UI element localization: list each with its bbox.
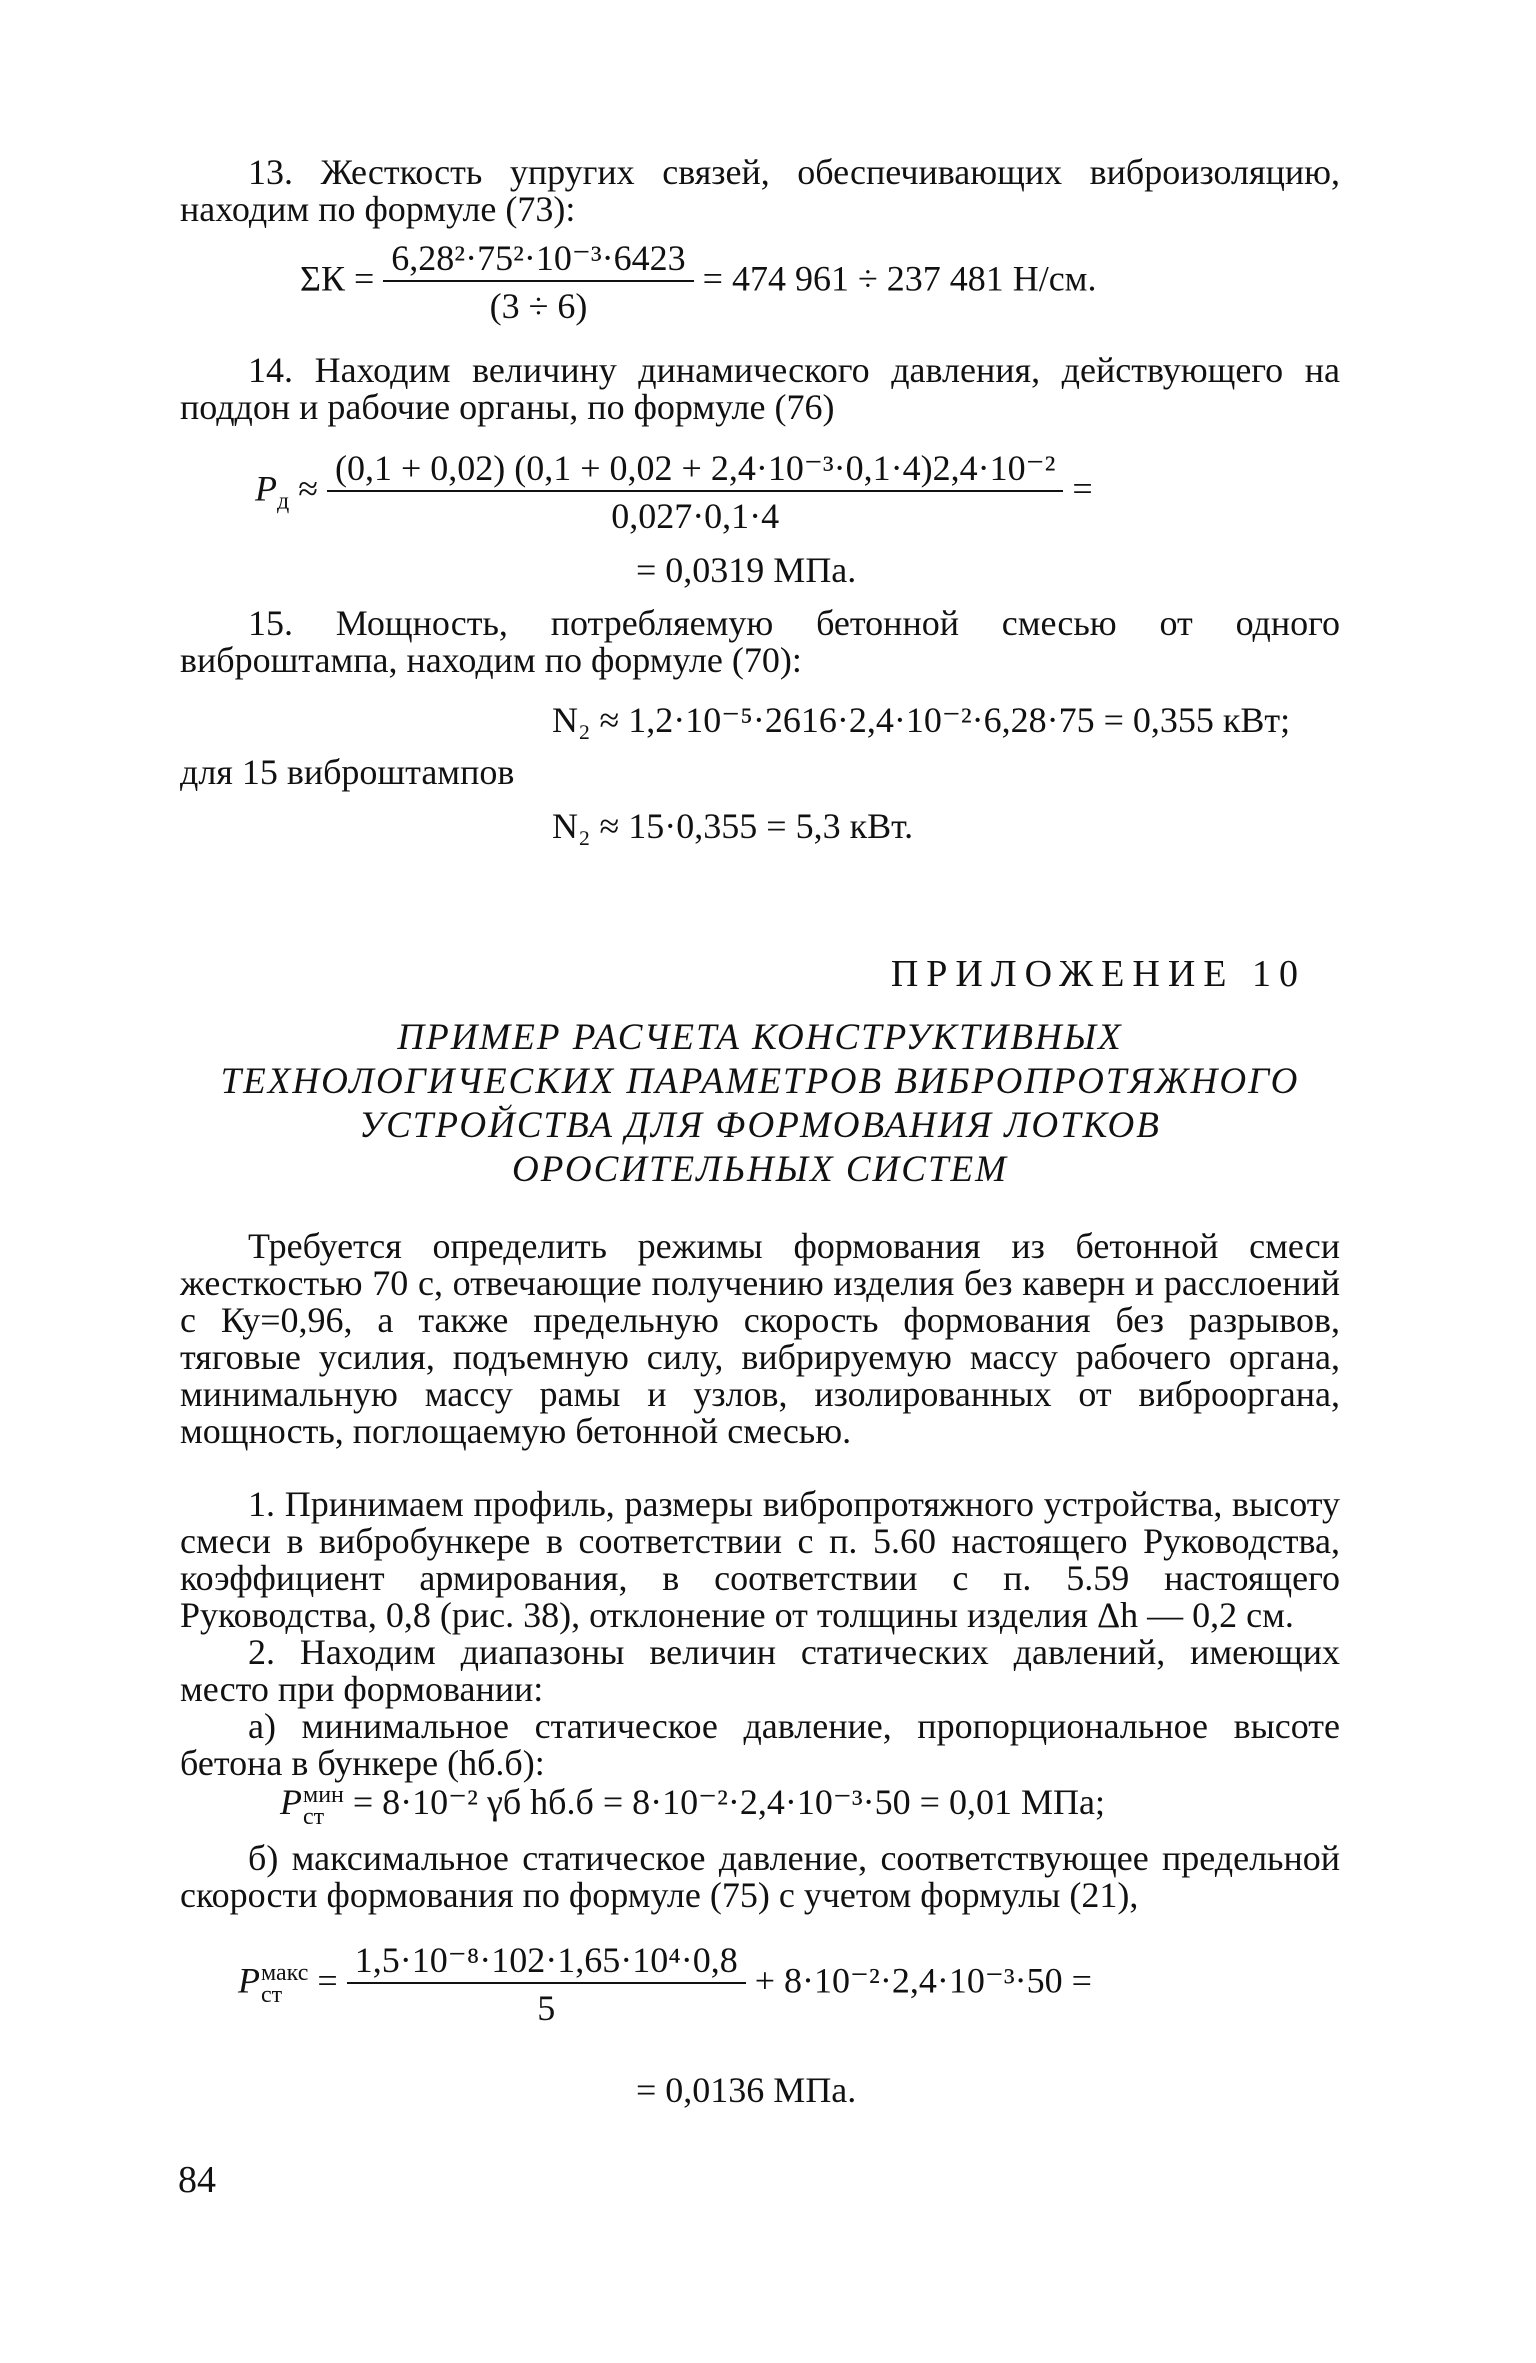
formula-max-pressure: P макс ст = $\frac{\text{1,5·10⁻⁸·102·1,65·10⁴·0,8}}{5}$ + 8·10⁻²·2,4·10⁻³·50 = xyxy=(238,1940,1092,2028)
fraction: $\frac{\text{1,5·10⁻⁸·102·1,65·10⁴·0,8}}{5}$ xyxy=(347,1940,746,2028)
section-13-text: 13. Жесткость упругих связей, обеспечивающих виброизоляцию, находим по формуле (73): xyxy=(180,152,1340,229)
formula-dynamic-pressure: $P_д$ ≈ $\frac{\text{(0,1 + 0,02) (0,1 + 0,02 + 2,4·10⁻³·0,1·4)2,4·10⁻²}}{0,027\cdot 0,1\cdot 4}$ = xyxy=(255,448,1093,536)
section-15-text: 15. Мощность, потребляемую бетонной смесью от одного виброштампа, находим по формуле (70): xyxy=(180,603,1340,680)
item-2a-paragraph: а) минимальное статическое давление, пропорциональное высоте бетона в бункере (hб.б): xyxy=(180,1706,1340,1783)
formula-min-pressure: P мин ст = 8·10⁻² γб hб.б = 8·10⁻²·2,4·10⁻³·50 = 0,01 МПа; xyxy=(280,1781,1105,1830)
item-1-paragraph: 1. Принимаем профиль, размеры вибропротяжного устройства, высоту смеси в вибробункере в соответствии с п. 5.60 настоящего Руководства, коэффициент армирования, в соответствии с п. 5.59 настоящего Руководства, 0,8 (рис. 38), отклонение от толщины изделия Δh — 0,2 см. xyxy=(180,1484,1340,1635)
intro-paragraph: Требуется определить режимы формования из бетонной смеси жесткостью 70 с, отвечающие получению изделия без каверн и расслоений с Ку=0,96, а также предельную скорость формования без разрывов, тяговые усилия, подъемную силу, вибрируемую массу рабочего органа, минимальную массу рамы и узлов, изолированных от виброоргана, мощность, поглощаемую бетонной смесью. xyxy=(180,1226,1340,1451)
formula-power-single: N₂ ≈ 1,2·10⁻⁵·2616·2,4·10⁻²·6,28·75 = 0,355 кВт; xyxy=(552,700,1291,740)
fraction: $\frac{\text{(0,1 + 0,02) (0,1 + 0,02 + 2,4·10⁻³·0,1·4)2,4·10⁻²}}{0,027\cdot 0,1\cdot 4}$ xyxy=(327,448,1063,536)
section-14-text: 14. Находим величину динамического давления, действующего на поддон и рабочие органы, по формуле (76) xyxy=(180,350,1340,427)
appendix-title: ПРИМЕР РАСЧЕТА КОНСТРУКТИВНЫХ ТЕХНОЛОГИЧЕСКИХ ПАРАМЕТРОВ ВИБРОПРОТЯЖНОГО УСТРОЙСТВА ДЛЯ ФОРМОВАНИЯ ЛОТКОВ ОРОСИТЕЛЬНЫХ СИСТЕМ xyxy=(220,1017,1300,1190)
formula-stiffness: ΣК = $\frac{\text{6,28²·75²·10⁻³·6423}}{(3 \div 6)}$ = 474 961 ÷ 237 481 Н/см. xyxy=(300,238,1097,326)
formula-power-total: N₂ ≈ 15·0,355 = 5,3 кВт. xyxy=(552,806,914,846)
fraction: $\frac{\text{6,28²·75²·10⁻³·6423}}{(3 \div 6)}$ xyxy=(383,238,693,326)
item-2-paragraph: 2. Находим диапазоны величин статических давлений, имеющих место при формовании: xyxy=(180,1632,1340,1709)
formula-dynamic-result: = 0,0319 МПа. xyxy=(636,550,857,590)
appendix-label: ПРИЛОЖЕНИЕ 10 xyxy=(890,953,1306,995)
page-number: 84 xyxy=(178,2159,216,2201)
text-for-15-stamps: для 15 виброштампов xyxy=(180,752,515,792)
item-2b-paragraph: б) максимальное статическое давление, соответствующее предельной скорости формования по формуле (75) с учетом формулы (21), xyxy=(180,1838,1340,1915)
formula-max-result: = 0,0136 МПа. xyxy=(636,2070,857,2110)
